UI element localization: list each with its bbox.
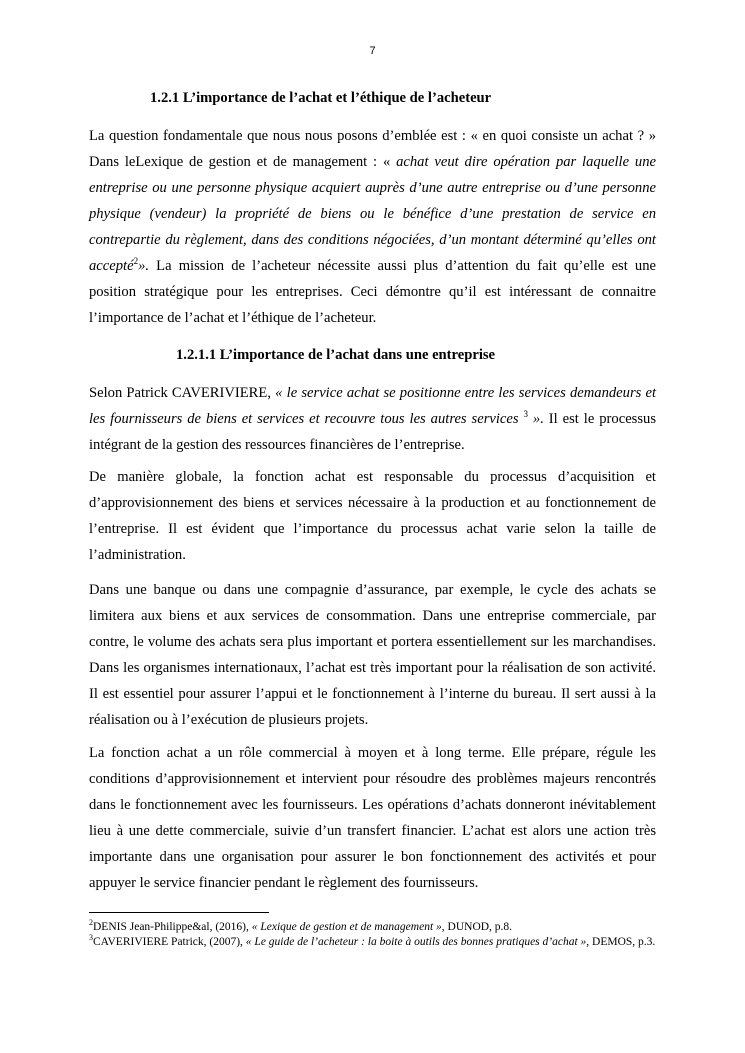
paragraph-commercial-role: La fonction achat a un rôle commercial à moyen et à long terme. Elle prépare, régule les conditions d’approvisionnement et intervient pour résoudre des problèmes majeurs rencontrés dans le fonctionnement avec les fournisseurs. Les opérations d’achats donneront inévitablement lieu à une dette commerciale, suivie d’un transfert financier. L’achat est alors une action très importante dans une organisation pour assurer le bon fonctionnement des activités et pour appuyer le service financier pendant le règlement des fournisseurs. — [89, 745, 656, 891]
footnote-2 — [89, 920, 656, 935]
footnote-publisher: , DEMOS, p.3. — [586, 936, 656, 948]
section-heading-1-2-1-1: 1.2.1.1 L’importance de l’achat dans une entreprise — [176, 347, 496, 363]
footnote-author: CAVERIVIERE Patrick, (2007), — [93, 936, 246, 948]
paragraph-global-function: De manière globale, la fonction achat est responsable du processus d’acquisition et d’approvisionnement des biens et services nécessaire à la production et au fonctionnement de l’entreprise. Il est évident que l’importance du processus achat varie selon la taille de l’administration. — [89, 469, 656, 563]
definition-quote: achat veut dire opération par laquelle une entreprise ou une personne physique acquiert auprès d’une autre entreprise ou d’une personne physique (vendeur) la propriété de biens ou le bénéfice d’une prestation de service en contrepartie du règlement, dans des conditions négociées, d’un montant déterminé qu’elles ont accepté — [89, 154, 656, 274]
paragraph-definition — [89, 123, 656, 331]
paragraph-lead: La question fondamentale que nous nous posons d’emblée est : « en quoi consiste un achat ? » Dans leLexique de gestion et de management : « — [89, 128, 656, 170]
paragraph-examples: Dans une banque ou dans une compagnie d’assurance, par exemple, le cycle des achats se limitera aux biens et aux services de consommation. Dans une entreprise commerciale, par contre, le volume des achats sera plus important et portera essentiellement sur les marchandises. Dans les organismes internationaux, l’achat est très important pour la réalisation de son activité. Il est essentiel pour assurer l’appui et le fonctionnement à l’interne du bureau. Il sert aussi à la réalisation ou à l’exécution de plusieurs projets. — [89, 582, 656, 728]
footnote-title: « Lexique de gestion et de management » — [251, 921, 442, 933]
footnote-ref-3: 3 — [523, 409, 528, 420]
paragraph-lead: Selon Patrick CAVERIVIERE, — [89, 385, 276, 401]
footnote-separator — [89, 912, 269, 913]
quote-close: ». — [527, 411, 544, 427]
footnote-number: 2 — [89, 918, 93, 928]
footnote-title: « Le guide de l’acheteur : la boite à outils des bonnes pratiques d’achat » — [245, 936, 587, 948]
paragraph-tail: Il est le processus intégrant de la gestion des ressources financières de l’entreprise. — [89, 411, 657, 453]
paragraph-tail: La mission de l’acheteur nécessite aussi plus d’attention du fait qu’elle est une position stratégique pour les entreprises. Ceci démontre qu’il est intéressant de connaitre l’importance de l’achat et l’éthique de l’acheteur. — [89, 258, 656, 326]
footnote-number: 3 — [89, 933, 93, 943]
section-heading-1-2-1: 1.2.1 L’importance de l’achat et l’éthique de l’acheteur — [150, 90, 492, 106]
footnote-author: DENIS Jean-Philippe&al, (2016), — [93, 921, 252, 933]
footnote-3 — [89, 935, 656, 950]
quote-close: ». — [138, 258, 150, 274]
page-number: 7 — [369, 45, 376, 57]
paragraph-caveriviere — [89, 380, 656, 458]
footnotes — [89, 920, 656, 950]
footnote-publisher: , DUNOD, p.8. — [441, 921, 513, 933]
caveriviere-quote: « le service achat se positionne entre les services demandeurs et les fournisseurs de biens et services et recouvre tous les autres services — [89, 385, 657, 427]
footnote-ref-2: 2 — [133, 256, 139, 267]
